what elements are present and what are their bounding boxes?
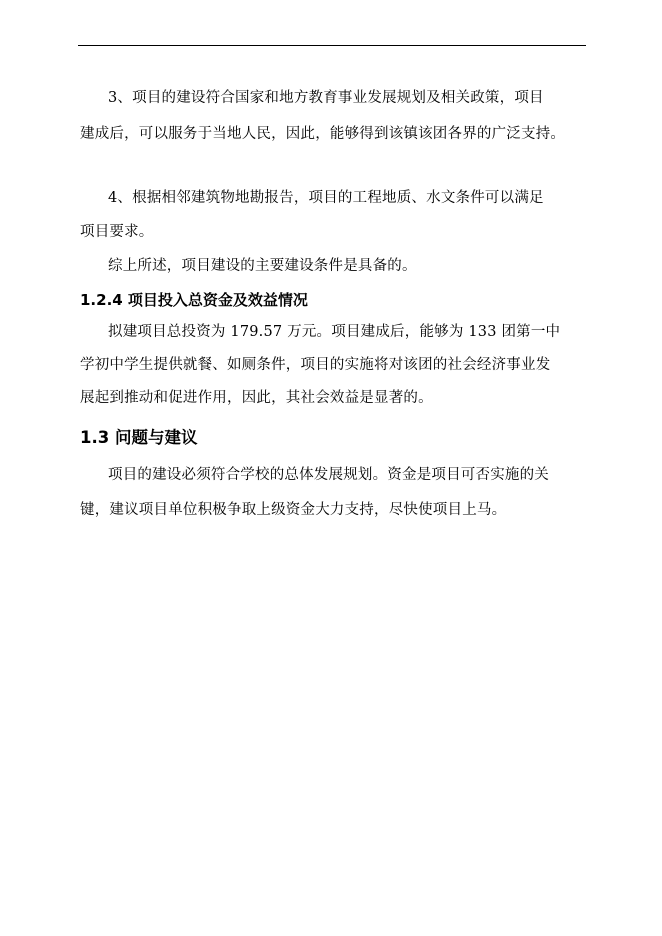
section-1-3-line1: 项目的建设必须符合学校的总体发展规划。资金是项目可否实施的关	[108, 467, 549, 483]
section-1-2-4-line3: 展起到推动和促进作用，因此，其社会效益是显著的。	[80, 390, 433, 406]
para1-line1: 3、项目的建设符合国家和地方教育事业发展规划及相关政策，项目	[108, 90, 544, 106]
section-1-2-4-line1: 拟建项目总投资为 179.57 万元。项目建成后，能够为 133 团第一中	[108, 324, 561, 340]
section-1-2-4-line2: 学初中学生提供就餐、如厕条件，项目的实施将对该团的社会经济事业发	[80, 357, 551, 373]
para2-line1: 4、根据相邻建筑物地勘报告，项目的工程地质、水文条件可以满足	[108, 190, 544, 206]
para1-line2: 建成后，可以服务于当地人民，因此，能够得到该镇该团各界的广泛支持。	[80, 126, 566, 142]
header-rule	[78, 45, 586, 46]
para2-line2: 项目要求。	[80, 224, 154, 240]
section-1-3-heading: 1.3 问题与建议	[80, 428, 198, 447]
section-1-2-4-heading: 1.2.4 项目投入总资金及效益情况	[80, 291, 308, 309]
para3-line1: 综上所述，项目建设的主要建设条件是具备的。	[108, 258, 417, 274]
section-1-3-line2: 键，建议项目单位积极争取上级资金大力支持，尽快使项目上马。	[80, 502, 507, 518]
